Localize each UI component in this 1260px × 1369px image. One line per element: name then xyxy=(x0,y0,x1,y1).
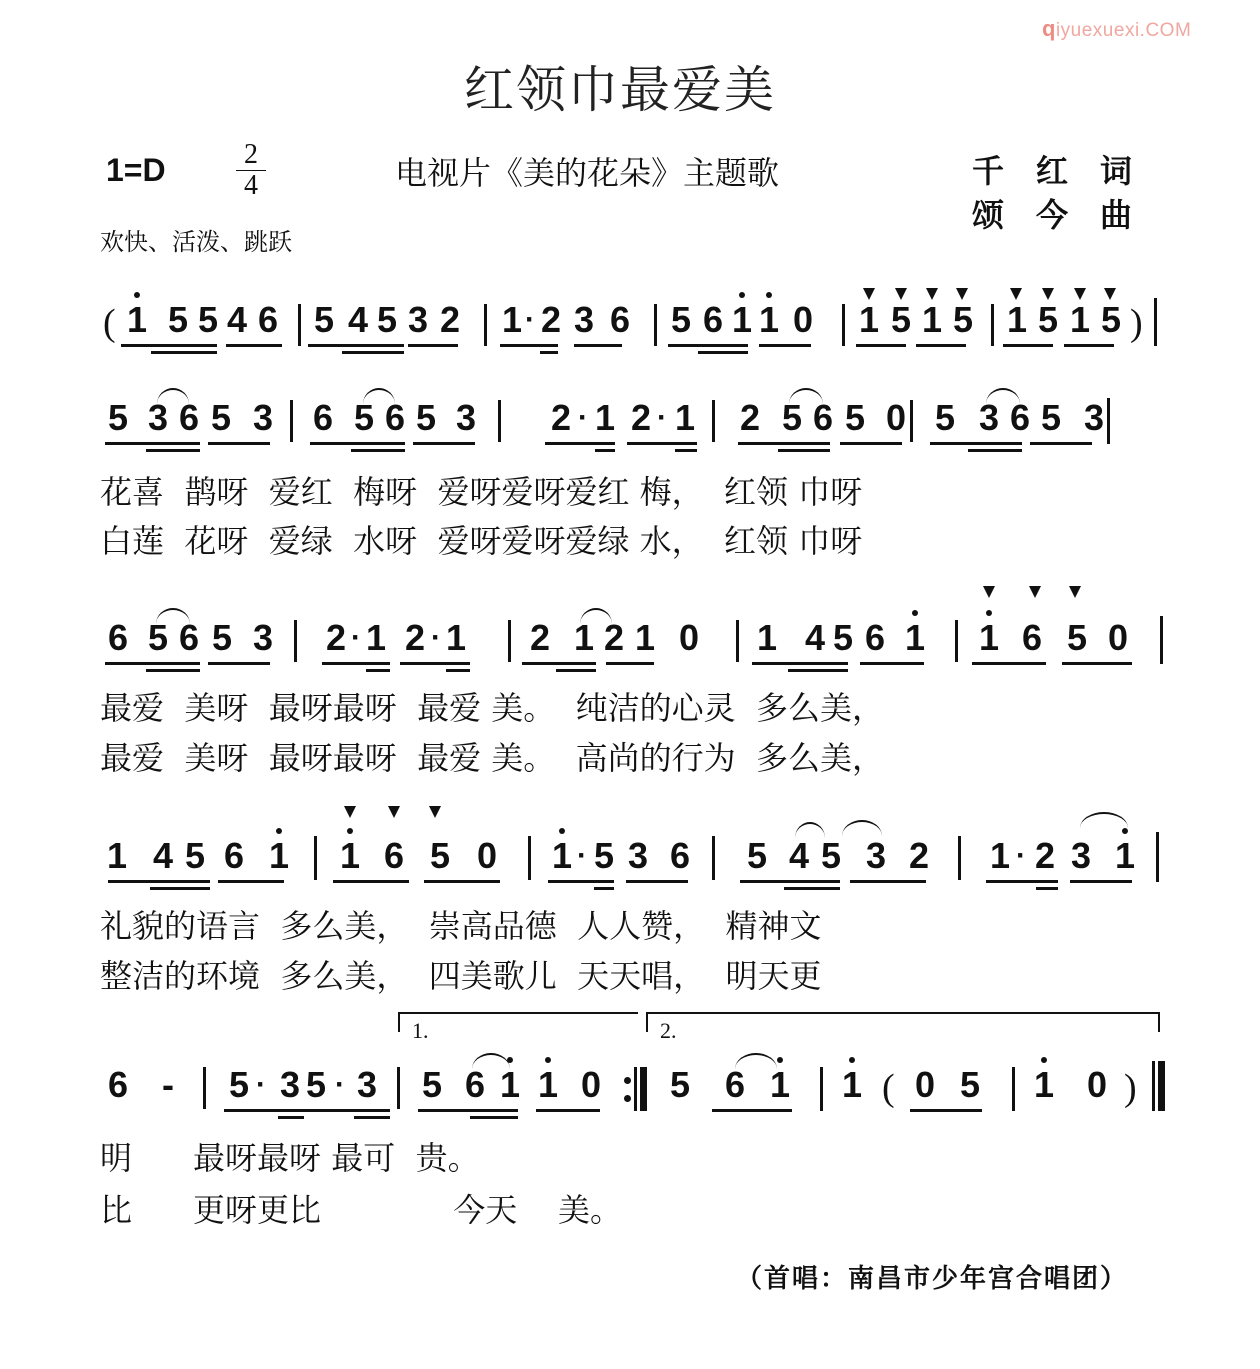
lyrics-verse-2: 比 更呀更比 今天 美。 xyxy=(100,1191,623,1229)
watermark: qiyuexuexi.COM xyxy=(1042,16,1192,41)
lyrics-verse-2: 整洁的环境 多么美， 四美歌儿 天天唱， 明天更 xyxy=(100,957,822,995)
lyrics-verse-1: 最爱 美呀 最呀最呀 最爱 美。 纯洁的心灵 多么美， xyxy=(100,689,884,727)
key-signature: 1=D xyxy=(106,152,166,188)
volta-bracket-1: 1. xyxy=(398,1012,638,1032)
tempo-marking: 欢快、活泼、跳跃 xyxy=(100,228,292,256)
time-signature: 2 4 xyxy=(236,142,266,199)
lyrics-verse-1: 花喜 鹊呀 爱红 梅呀 爱呀爱呀爱红 梅， 红领 巾呀 xyxy=(100,473,863,511)
lyricist-credit: 千红词 xyxy=(972,152,1165,190)
lyrics-verse-2: 白莲 花呀 爱绿 水呀 爱呀爱呀爱绿 水， 红领 巾呀 xyxy=(100,522,863,560)
song-title: 红领巾最爱美 xyxy=(464,61,776,119)
lyrics-verse-2: 最爱 美呀 最呀最呀 最爱 美。 高尚的行为 多么美， xyxy=(100,739,884,777)
lyrics-verse-1: 明 最呀最呀 最可 贵。 xyxy=(100,1139,480,1177)
lyrics-verse-1: 礼貌的语言 多么美， 崇高品德 人人赞， 精神文 xyxy=(100,907,822,945)
performer-credit: （首唱：南昌市少年宫合唱团） xyxy=(736,1264,1129,1294)
song-subtitle: 电视片《美的花朵》主题歌 xyxy=(395,154,780,192)
volta-bracket-2: 2. xyxy=(646,1012,1160,1032)
composer-credit: 颂今曲 xyxy=(972,196,1165,234)
